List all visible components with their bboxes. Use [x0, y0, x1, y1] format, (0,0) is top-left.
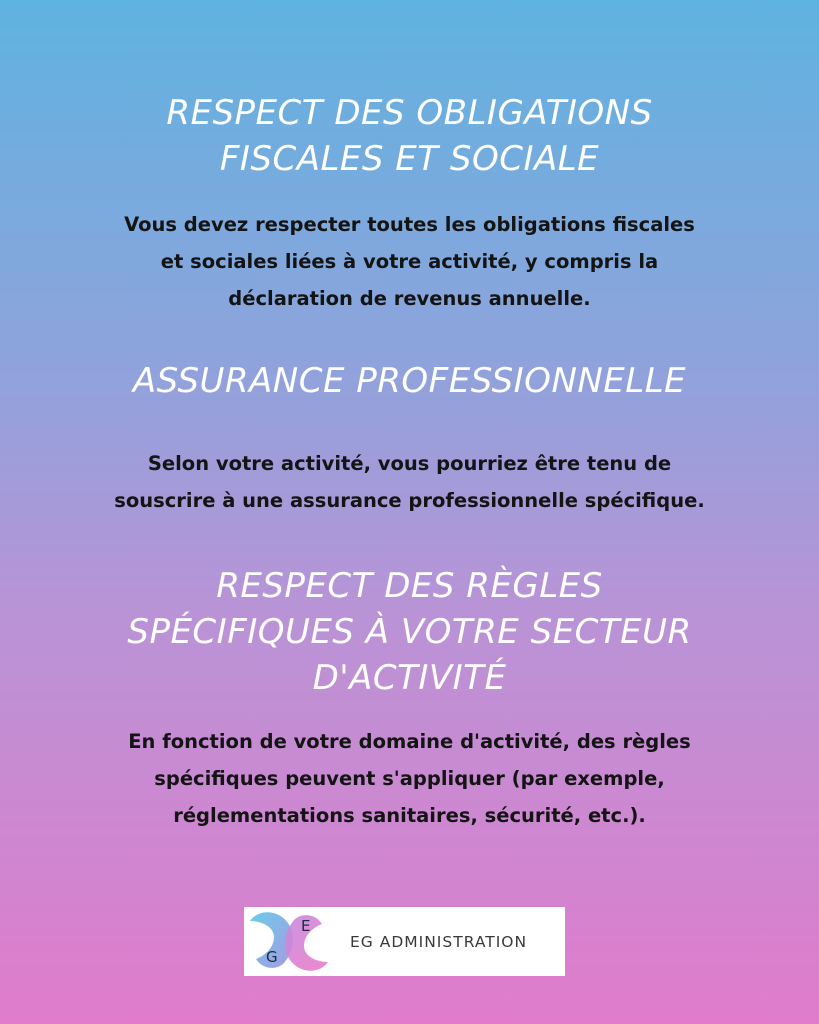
title-line: RESPECT DES RÈGLES	[216, 566, 603, 606]
title-line: FISCALES ET SOCIALE	[219, 139, 600, 179]
eg-logo-mark-icon	[244, 907, 334, 976]
logo-letter-g: G	[266, 948, 278, 966]
section-title-assurance	[0, 358, 819, 404]
title-line: SPÉCIFIQUES À VOTRE SECTEUR	[127, 612, 692, 652]
body-line: spécifiques peuvent s'appliquer (par exemple,	[154, 767, 665, 790]
title-line: RESPECT DES OBLIGATIONS	[166, 93, 653, 133]
body-line: réglementations sanitaires, sécurité, etc.).	[173, 804, 646, 827]
body-line: déclaration de revenus annuelle.	[228, 287, 591, 310]
body-line: Selon votre activité, vous pourriez être tenu de	[147, 452, 672, 475]
body-line: et sociales liées à votre activité, y compris la	[160, 250, 659, 273]
section-body-assurance	[40, 445, 779, 519]
title-line: ASSURANCE PROFESSIONNELLE	[132, 361, 687, 401]
body-line: souscrire à une assurance professionnelle spécifique.	[114, 489, 705, 512]
title-line: D'ACTIVITÉ	[312, 658, 507, 698]
body-line: En fonction de votre domaine d'activité, des règles	[128, 730, 691, 753]
logo-letter-e: E	[301, 917, 311, 935]
section-title-obligations	[0, 90, 819, 182]
logo-text: EG ADMINISTRATION	[350, 932, 528, 951]
logo-banner	[244, 907, 565, 976]
body-line: Vous devez respecter toutes les obligations fiscales	[124, 213, 695, 236]
section-body-obligations	[40, 206, 779, 317]
section-body-regles	[40, 723, 779, 834]
section-title-regles	[0, 563, 819, 701]
